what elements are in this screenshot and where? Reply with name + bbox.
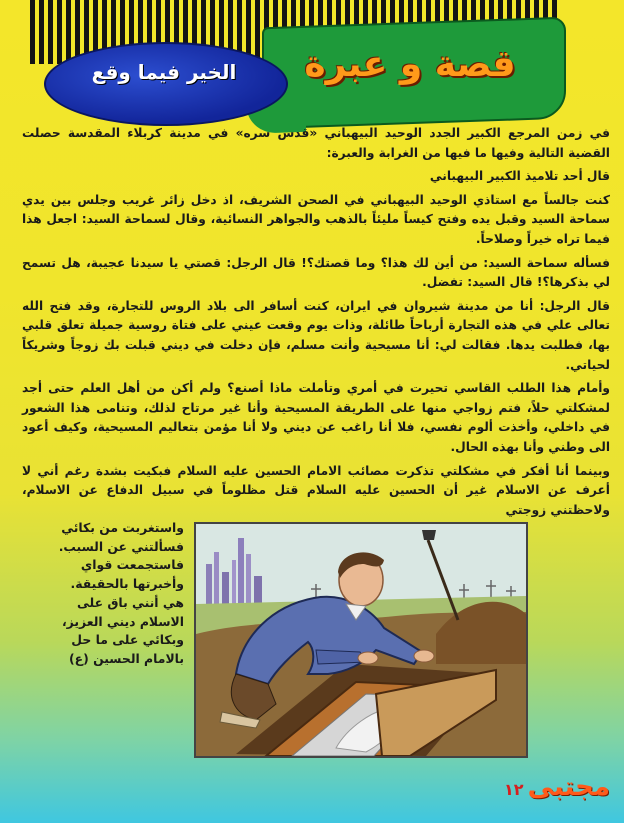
- paragraph: كنت جالساً مع استاذي الوحيد البيهباني في الصحن الشريف، اذ دخل زائر غريب وجلس بين يدي سماحة السيد وقبل يده وفتح كيساً مليئاً بالذهب والجواهر النسائية، وقال لسماحة السيد: اجعل هذا فيما تراه خيراً وصلاحاً.: [22, 192, 610, 246]
- paragraph: وبينما أنا أفكر في مشكلتي تذكرت مصائب الامام الحسين عليه السلام فبكيت بشدة رغم أني لا أعرف عن الاسلام غير أن الحسين عليه السلام قتل مظلوماً في سبيل الدفاع عن الاسلام، ولاحظتني زوجتي: [22, 463, 610, 517]
- man-opening-grave-illustration: [194, 522, 528, 758]
- page-number: ١٢: [504, 780, 524, 799]
- side-line: فسألتني عن السبب.: [58, 538, 184, 554]
- side-line: بالامام الحسين (ع): [68, 650, 184, 666]
- side-line: هي أنني باق على: [76, 594, 184, 610]
- subtitle-badge: [44, 42, 288, 126]
- magazine-logo: [500, 770, 614, 814]
- side-line: وبكائي على ما حل: [71, 632, 184, 648]
- paragraph: في زمن المرجع الكبير الجدد الوحيد البيهباني «قدس سره» في مدينة كربلاء المقدسة حصلت القضية التالية وفيها ما فيها من الغرابة والعبرة:: [22, 126, 610, 160]
- logo-word: مجتبى: [527, 772, 610, 802]
- page-title: قصة و عبرة: [304, 44, 516, 85]
- paragraph: وأمام هذا الطلب القاسي تحيرت في أمري وتأملت ماذا أصنع؟ ولم أكن من أهل العلم حتى أجد لمشكلتي حلاً، فتم زواجي منها على الطريقة المسيحية وأنا غير مرتاح لذلك، وتنامى هذا الشعور في داخلي، وأخذت ألوم نفسي، فلا أنا راغب عن ديني ولا أنا مؤمن بتعاليم المسيحية، وكيف أعود الى وطني وأنا بهذه الحال.: [22, 381, 610, 454]
- story-body: [22, 124, 610, 524]
- paragraph: قال الرجل: أنا من مدينة شيروان في ايران، كنت أسافر الى بلاد الروس للتجارة، وقد فتح الله تعالى علي في هذه التجارة أرباحاً طائلة، وذات يوم وقعت عيني على فتاة روسية جميلة تعلق قلبي بها، فطلبت يدها. فقالت لي: أنا مسيحية وأنت مسلم، فإن دخلت في ديني قبلت بك زوجاً وشريكاً لحياتي.: [22, 298, 610, 372]
- paragraph: فسأله سماحة السيد: من أين لك هذا؟ وما قصتك؟! قال الرجل: قصتي يا سيدنا عجيبة، هل تسمح لي بذكرها؟! قال السيد: تفضل.: [22, 255, 610, 290]
- paragraph: قال أحد تلاميذ الكبير البيهباني: [429, 169, 610, 184]
- story-subtitle: الخير فيما وقع: [91, 60, 237, 84]
- side-line: وأخبرتها بالحقيقة.: [70, 576, 184, 592]
- side-line: الاسلام ديني العزيز،: [61, 613, 184, 629]
- side-line: فاستجمعت قواي: [80, 557, 184, 573]
- side-column-text: [54, 519, 184, 669]
- side-line: واستغربت من بكائي: [61, 520, 184, 535]
